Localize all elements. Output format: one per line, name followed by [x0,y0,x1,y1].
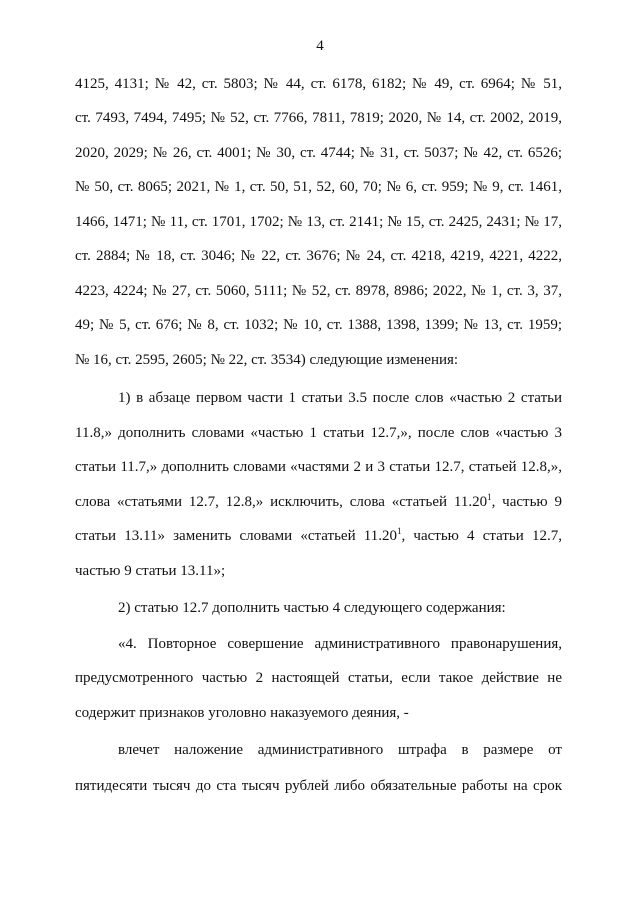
text-segment: слова «статьями 12.7, 12.8,» исключить, слова «статьей 11.20 [75,494,488,510]
text-line: содержит признаков уголовно наказуемого деяния, - [75,705,409,721]
text-line [75,492,562,512]
text-line: ст. 2884; № 18, ст. 3046; № 22, ст. 3676; № 24, ст. 4218, 4219, 4221, 4222, [75,248,562,264]
text-line: частью 9 статьи 13.11»; [75,563,226,579]
text-line: 2020, 2029; № 26, ст. 4001; № 30, ст. 4744; № 31, ст. 5037; № 42, ст. 6526; [75,145,562,161]
text-line: 11.8,» дополнить словами «частью 1 статьи 12.7,», после слов «частью 3 [75,425,562,441]
text-segment: , частью 4 статьи 12.7, [401,528,562,544]
text-line: предусмотренного частью 2 настоящей статьи, если такое действие не [75,670,562,686]
text-line: 2) статью 12.7 дополнить частью 4 следующего содержания: [118,600,506,616]
superscript: 1 [396,526,402,536]
text-line: 4125, 4131; № 42, ст. 5803; № 44, ст. 6178, 6182; № 49, ст. 6964; № 51, [75,76,562,92]
page-number: 4 [316,38,324,54]
text-segment: , частью 9 [491,494,562,510]
text-line: 1) в абзаце первом части 1 статьи 3.5 после слов «частью 2 статьи [118,390,562,406]
text-line: № 50, ст. 8065; 2021, № 1, ст. 50, 51, 52, 60, 70; № 6, ст. 959; № 9, ст. 1461, [75,179,562,195]
text-line: влечет наложение административного штрафа в размере от [118,742,562,758]
text-line: статьи 11.7,» дополнить словами «частями 2 и 3 статьи 12.7, статьей 12.8,», [75,459,562,475]
text-line: 1466, 1471; № 11, ст. 1701, 1702; № 13, ст. 2141; № 15, ст. 2425, 2431; № 17, [75,214,562,230]
text-line: «4. Повторное совершение административного правонарушения, [118,636,562,652]
text-line: № 16, ст. 2595, 2605; № 22, ст. 3534) следующие изменения: [75,352,459,368]
text-line [75,526,562,546]
superscript: 1 [487,492,492,502]
text-segment: статьи 13.11» заменить словами «статьей 11.20 [75,528,397,544]
text-line: 49; № 5, ст. 676; № 8, ст. 1032; № 10, ст. 1388, 1398, 1399; № 13, ст. 1959; [75,317,562,333]
text-line: ст. 7493, 7494, 7495; № 52, ст. 7766, 7811, 7819; 2020, № 14, ст. 2002, 2019, [75,110,562,126]
text-line: 4223, 4224; № 27, ст. 5060, 5111; № 52, ст. 8978, 8986; 2022, № 1, ст. 3, 37, [75,283,562,299]
text-line: пятидесяти тысяч до ста тысяч рублей либо обязательные работы на срок [75,778,562,794]
